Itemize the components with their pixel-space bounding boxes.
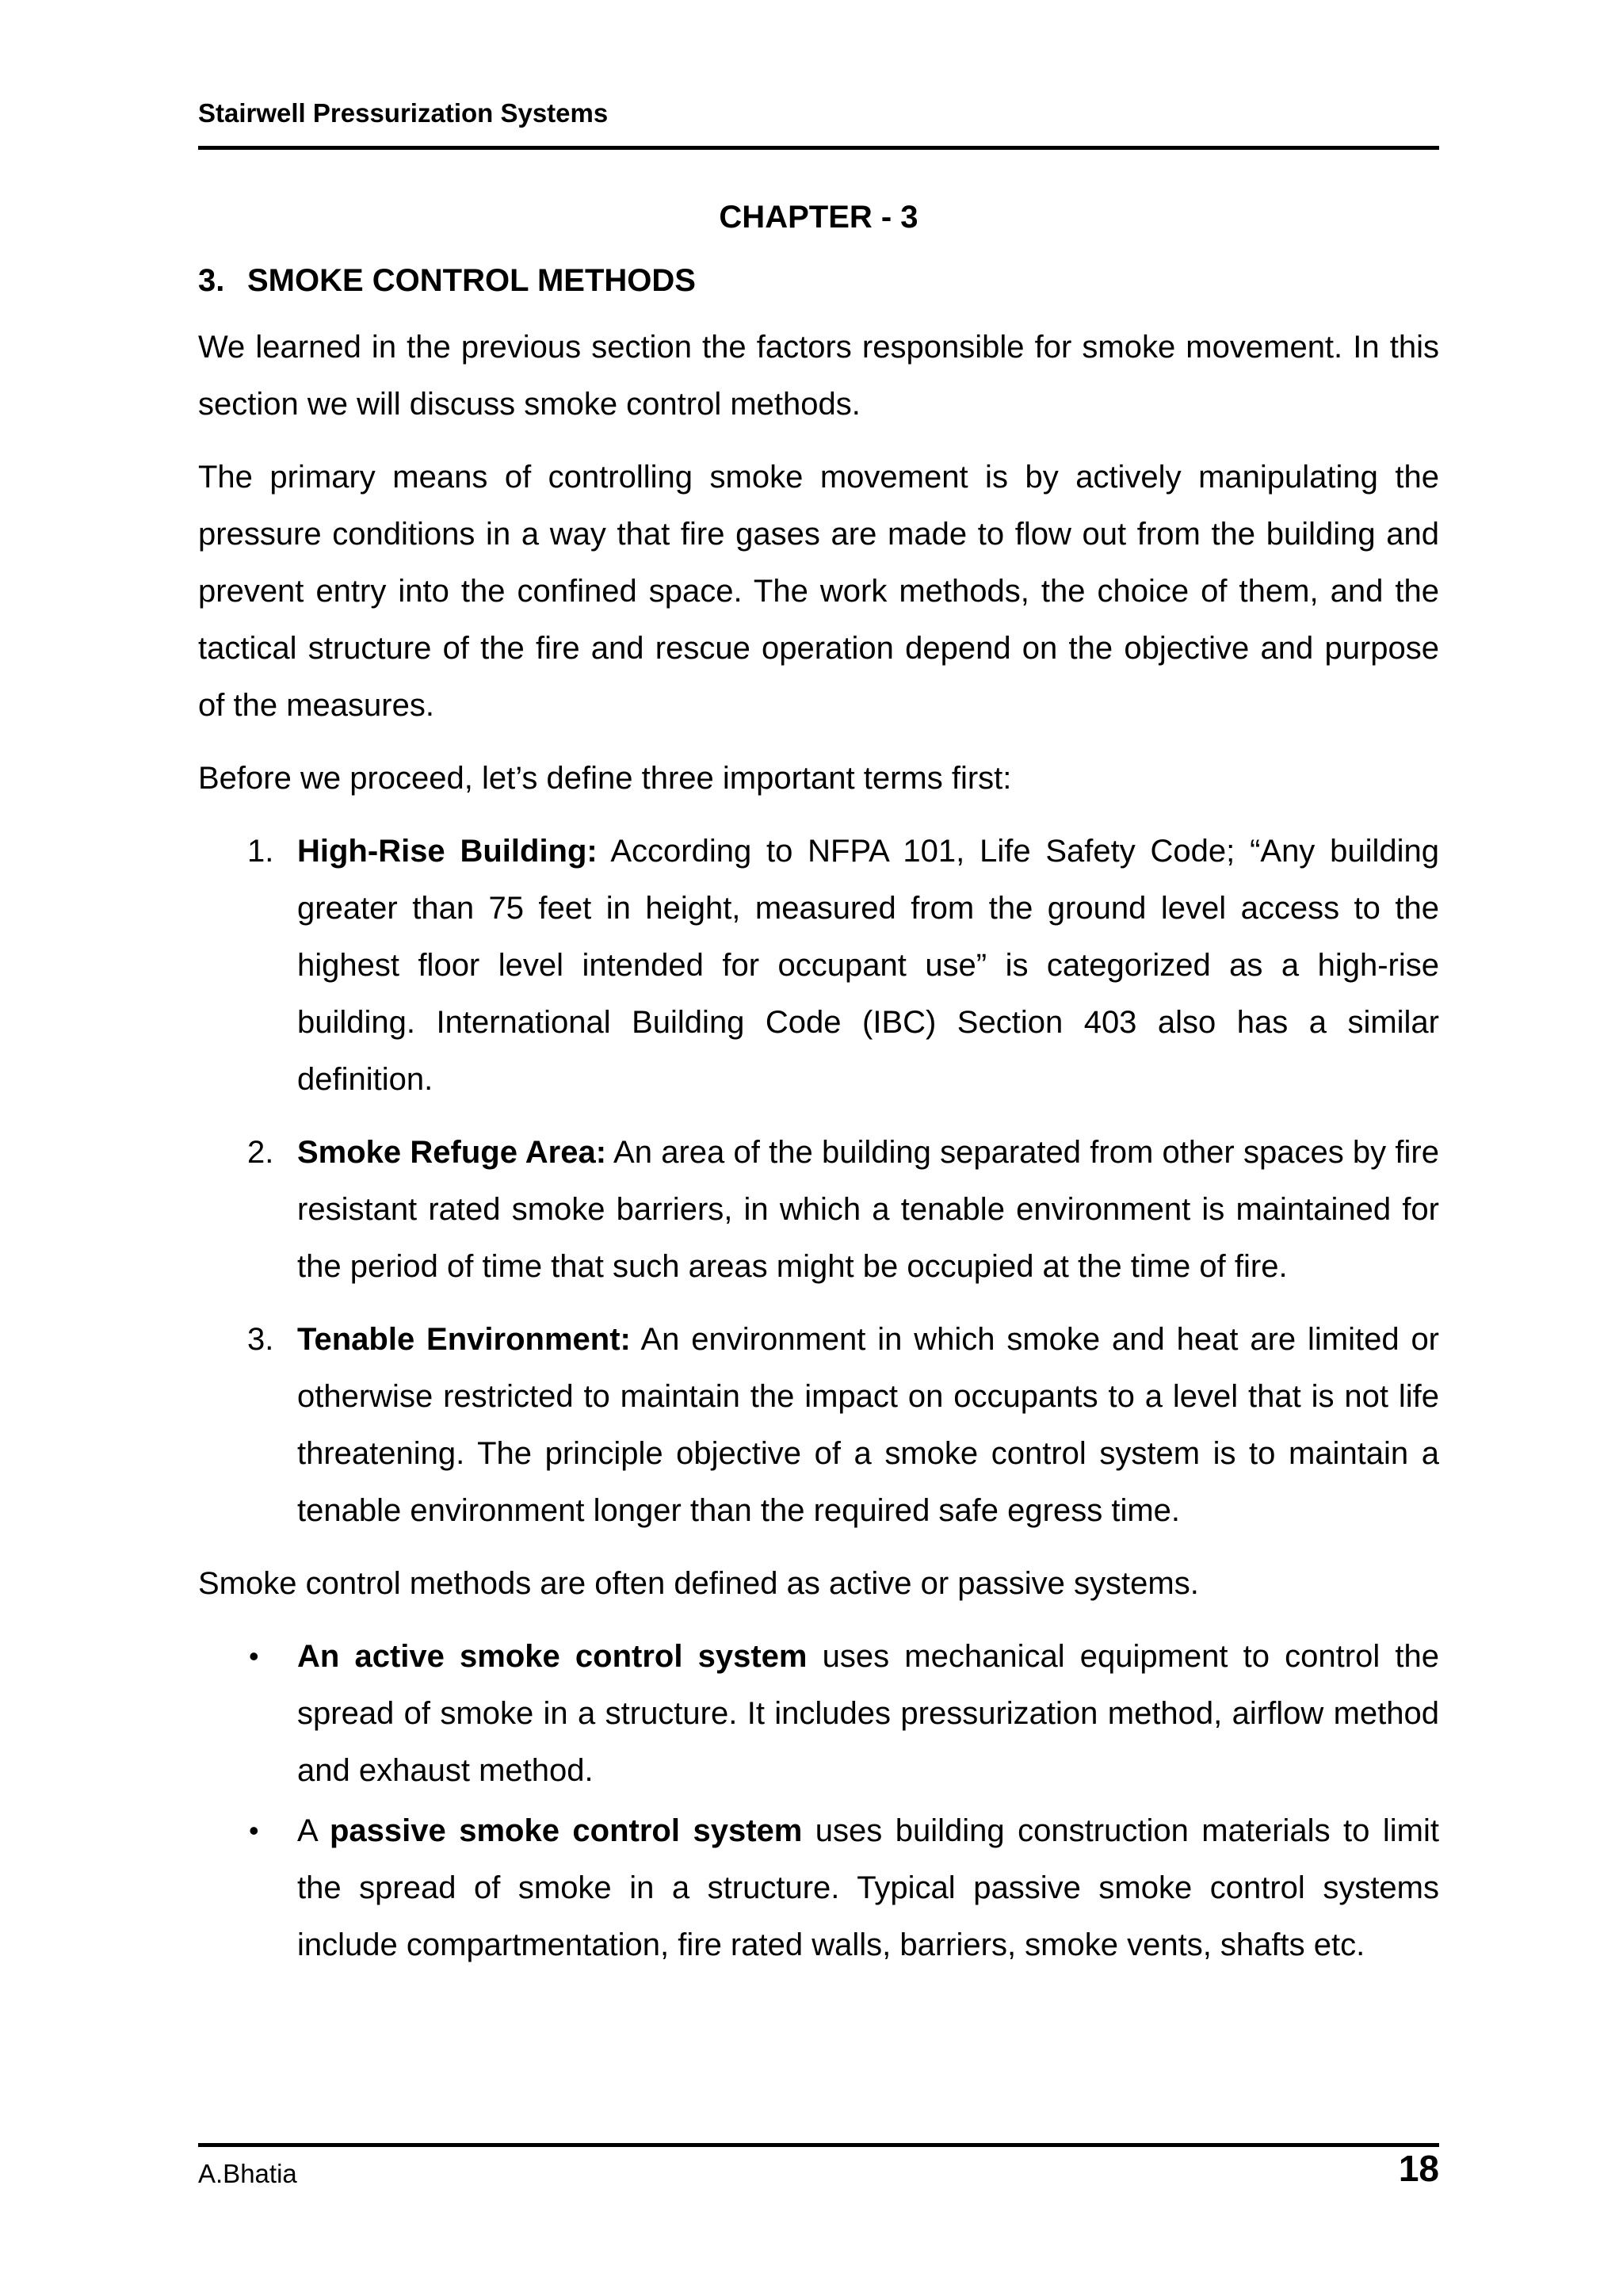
bullet-icon: •: [249, 1640, 259, 1672]
terms-intro-paragraph: Before we proceed, let’s define three important terms first:: [198, 761, 1012, 796]
document-page: [198, 0, 1439, 2296]
system-description: uses building construction materials to limit the spread of smoke in a structure. Typical passive smoke control systems include compartmentation, fire rated walls, barriers, smoke vents, shafts etc.: [297, 1813, 1439, 1962]
term-name: High-Rise Building:: [297, 834, 598, 869]
system-name: passive smoke control system: [329, 1813, 803, 1848]
system-name: An active smoke control system: [297, 1639, 808, 1674]
systems-intro-paragraph: Smoke control methods are often defined as active or passive systems.: [198, 1566, 1199, 1601]
system-prefix: A: [297, 1813, 330, 1848]
running-header: Stairwell Pressurization Systems: [198, 98, 609, 128]
footer-rule: [198, 2143, 1439, 2147]
list-number: 3.: [247, 1322, 274, 1357]
list-number: 2.: [247, 1135, 274, 1170]
terms-list: [198, 823, 1439, 1539]
system-description: uses mechanical equipment to control the spread of smoke in a structure. It includes pressurization method, airflow method and exhaust method.: [297, 1639, 1439, 1788]
list-number: 1.: [247, 834, 274, 869]
bullet-icon: •: [249, 1814, 259, 1847]
term-definition: According to NFPA 101, Life Safety Code; “Any building greater than 75 feet in height, measured from the ground level access to the highest floor level intended for occupant use” is categorized as a high-rise building. International Building Code (IBC) Section 403 also has a similar definition.: [297, 834, 1439, 1097]
term-item-tenable-environment: [198, 1311, 1439, 1539]
system-item-passive: [198, 1802, 1439, 1973]
section-number: 3.: [198, 263, 225, 298]
systems-list: [198, 1628, 1439, 1973]
intro-paragraph: We learned in the previous section the factors responsible for smoke movement. In this section we will discuss smoke control methods.: [198, 330, 1439, 422]
term-name: Tenable Environment:: [297, 1322, 631, 1357]
term-name: Smoke Refuge Area:: [297, 1135, 607, 1170]
section-title: SMOKE CONTROL METHODS: [247, 263, 696, 298]
chapter-title: CHAPTER - 3: [719, 200, 918, 235]
term-definition: An area of the building separated from other spaces by fire resistant rated smoke barriers, in which a tenable environment is maintained for the period of time that such areas might be occupied at the time of fire.: [297, 1135, 1439, 1284]
page-content: [198, 193, 1439, 1977]
term-definition: An environment in which smoke and heat are limited or otherwise restricted to maintain the impact on occupants to a level that is not life threatening. The principle objective of a smoke control system is to maintain a tenable environment longer than the required safe egress time.: [297, 1322, 1440, 1528]
primary-means-paragraph: The primary means of controlling smoke movement is by actively manipulating the pressure conditions in a way that fire gases are made to flow out from the building and prevent entry into the confined space. The work methods, the choice of them, and the tactical structure of the fire and rescue operation depend on the objective and purpose of the measures.: [198, 460, 1439, 723]
term-item-smoke-refuge-area: [198, 1124, 1439, 1295]
section-heading: [198, 257, 1439, 304]
footer-author: A.Bhatia: [198, 2159, 297, 2188]
header-rule: [198, 146, 1439, 150]
system-item-active: [198, 1628, 1439, 1799]
term-item-high-rise-building: [198, 823, 1439, 1108]
page-number: 18: [1398, 2148, 1439, 2189]
